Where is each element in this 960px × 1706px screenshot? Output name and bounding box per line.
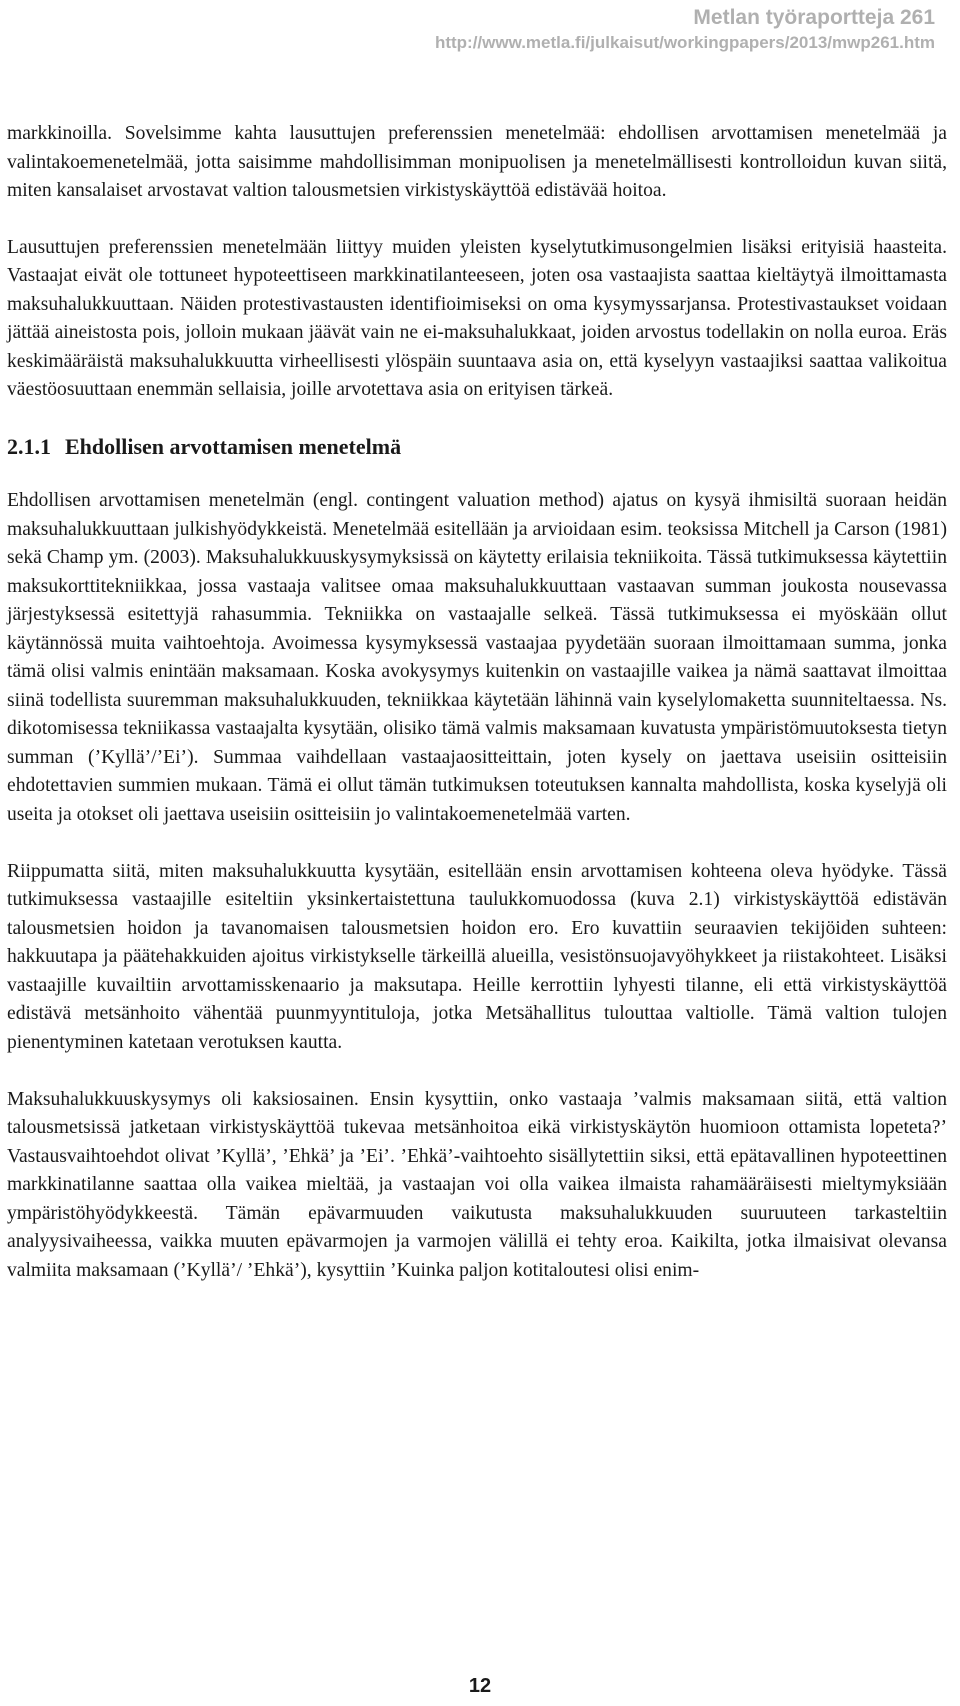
document-body [7, 120, 947, 1314]
series-title: Metlan työraportteja 261 [693, 6, 935, 29]
publication-url[interactable]: http://www.metla.fi/julkaisut/workingpapers/2013/mwp261.htm [434, 33, 935, 52]
paragraph-cv-method: Ehdollisen arvottamisen menetelmän (engl. contingent valuation method) ajatus on kysyä ihmisiltä suoraan heidän maksuhalukkuuttaan julkishyödykkeistä. Menetelmää esitellään ja arvioidaan esim. teoksissa Mitchell ja Carson (1981) sekä Champ ym. (2003). Maksuhalukkuuskysymyksissä on käytetty erilaisia tekniikoita. Tässä tutkimuksessa käytettiin maksukorttitekniikkaa, jossa vastaaja valitsee omaa maksuhalukkuuttaan vastaavan summan joukosta nousevassa järjestyksessä esitettyjä rahasummia. Tekniikka on vastaajalle selkeä. Tässä tutkimuksessa ei myöskään ollut käytännössä muita vaihtoehtoja. Avoimessa kysymyksessä vastaajaa pyydetään suoraan ilmoittamaan summa, jonka tämä olisi valmis enintään maksamaan. Koska avokysymys kuitenkin on vastaajille vaikea ja nämä saattavat ilmoittaa siinä todellista suuremman maksuhalukkuuden, tekniikkaa käytetään lähinnä vain kyselylomaketta suunniteltaessa. Ns. dikotomisessa tekniikassa vastaajalta kysytään, olisiko tämä valmis maksamaan kuvatusta ympäristömuutoksesta tietyn summan (’Kyllä’/’Ei’). Summaa vaihdellaan vastaajaositteittain, joten kysely on jaettava useisiin ositteisiin ehdotettavien summien mukaan. Tämä ei ollut tämän tutkimuksen toteutuksen kannalta mahdollista, koska kyselyjä oli useita ja otokset oli jaettava useisiin ositteisiin jo valintakoemenetelmää varten. [7, 490, 947, 825]
section-heading [7, 433, 947, 461]
paragraph-good-description: Riippumatta siitä, miten maksuhalukkuutta kysytään, esitellään ensin arvottamisen kohteena oleva hyödyke. Tässä tutkimuksessa vastaajille esiteltiin yksinkertaistettuna taulukkomuodossa (kuva 2.1) virkistyskäyttöä edistävän talousmetsien hoidon ja tavanomaisen talousmetsien hoidon ero. Ero kuvattiin seuraavien tekijöiden suhteen: hakkuutapa ja päätehakkuiden ajoitus virkistykselle tärkeillä alueilla, vesistönsuojavyöhykkeet ja riistakohteet. Lisäksi vastaajille kuvailtiin arvottamisskenaario ja maksutapa. Heille kerrottiin lyhyesti tilanne, eli että virkistyskäyttöä edistävä metsänhoito vähentää puunmyyntituloja, jotka Metsähallitus tulouttaa valtiolle. Tämä valtion tulojen pienentyminen katetaan verotuksen kautta. [7, 860, 947, 1053]
page-number: 12 [468, 1675, 492, 1697]
running-header [435, 6, 935, 54]
paragraph-intro-continued: markkinoilla. Sovelsimme kahta lausuttujen preferenssien menetelmää: ehdollisen arvottamisen menetelmää ja valintakoemenetelmää, jotta saisimme mahdollisimman monipuolisen ja menetelmällisesti kontrolloidun kuvan siitä, miten kansalaiset arvostavat valtion talousmetsien virkistyskäyttöä edistävää hoitoa. [7, 123, 947, 201]
section-title: Ehdollisen arvottamisen menetelmä [65, 434, 402, 459]
paragraph-challenges: Lausuttujen preferenssien menetelmään liittyy muiden yleisten kyselytutkimusongelmien lisäksi erityisiä haasteita. Vastaajat eivät ole tottuneet hypoteettiseen markkinatilanteeseen, joten osa vastaajista saattaa kieltäytyä ilmoittamasta maksuhalukkuuttaan. Näiden protestivastausten identifioimiseksi on oma kysymyssarjansa. Protestivastaukset voidaan jättää aineistosta pois, jolloin mukaan jäävät vain ne ei-maksuhalukkaat, joiden arvostus todellakin on nolla euroa. Eräs keskimääräistä maksuhalukkuutta virheellisesti ylöspäin suuntaava asia on, että kyselyyn vastaajiksi saattaa valikoitua väestöosuuttaan enemmän sellaisia, joille arvotettava asia on erityisen tärkeä. [7, 236, 947, 400]
paragraph-wtp-question: Maksuhalukkuuskysymys oli kaksiosainen. Ensin kysyttiin, onko vastaaja ’valmis maksamaan siitä, että valtion talousmetsissä jatketaan virkistyskäyttöä tukevaa metsänhoitoa eikä virkistyskäytön huomioon ottamista lopeteta?’ Vastausvaihtoehdot olivat ’Kyllä’, ’Ehkä’ ja ’Ei’. ’Ehkä’-vaihtoehto sisällytettiin siksi, että epätavallinen hypoteettinen markkinatilanne saattaa olla vaikea mieltää, ja vastaajan voi olla vaikea ilmaista rahamääräisesti mieltymyksiään ympäristöhyödykkeestä. Tämän epävarmuuden vaikutusta maksuhalukkuuden suuruuteen tarkasteltiin analyysivaiheessa, vaikka muuten epävarmojen ja varmojen välillä ei tehty eroa. Kaikilta, jotka ilmaisivat olevansa valmiita maksamaan (’Kyllä’/ ’Ehkä’), kysyttiin ’Kuinka paljon kotitaloutesi olisi enim- [7, 1088, 947, 1281]
section-number: 2.1.1 [7, 434, 51, 459]
